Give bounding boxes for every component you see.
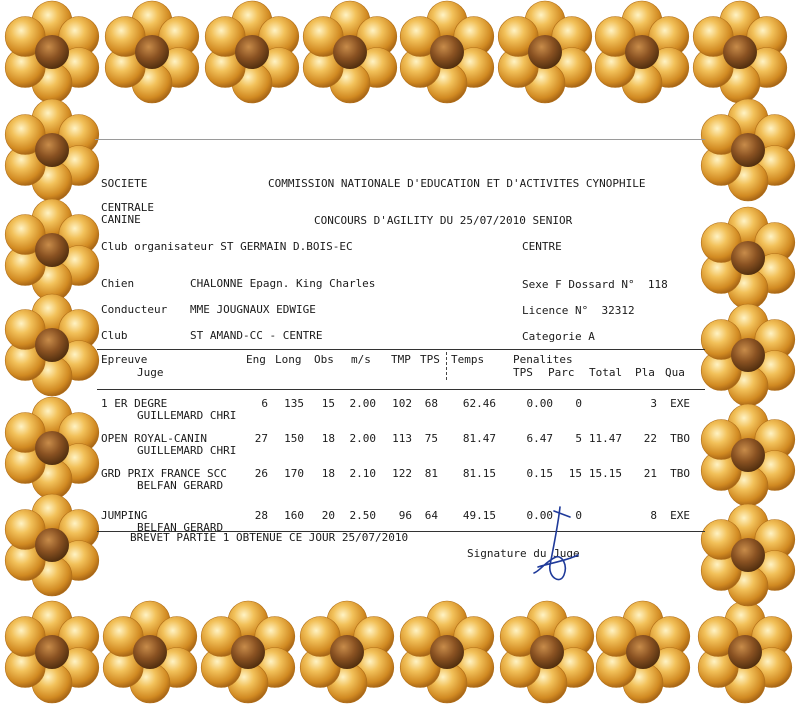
col-long: Long xyxy=(275,353,302,366)
row-long: 150 xyxy=(284,432,304,445)
row-epreuve: OPEN ROYAL-CANIN xyxy=(101,432,207,445)
row-tmp: 96 xyxy=(398,509,412,522)
row-epreuve: JUMPING xyxy=(101,509,148,522)
row-ms: 2.00 xyxy=(349,432,376,445)
judge-signature-scribble xyxy=(530,505,580,595)
row-long: 135 xyxy=(284,397,304,410)
top-rule xyxy=(95,139,705,140)
row-long: 160 xyxy=(284,509,304,522)
row-tmp: 122 xyxy=(392,467,412,480)
row-juge: BELFAN GERARD xyxy=(137,521,224,534)
row-eng: 28 xyxy=(254,509,268,522)
row-temps: 81.47 xyxy=(462,432,496,445)
table-row xyxy=(0,468,800,498)
row-total: 11.47 xyxy=(588,432,622,445)
row-obs: 18 xyxy=(321,467,335,480)
row-pla: 8 xyxy=(650,509,657,522)
row-pen-tps: 6.47 xyxy=(526,432,553,445)
club-label: Club xyxy=(101,329,128,342)
row-obs: 15 xyxy=(321,397,335,410)
row-obs: 20 xyxy=(321,509,335,522)
row-parc: 5 xyxy=(575,432,582,445)
row-tps: 81 xyxy=(424,467,438,480)
row-temps: 49.15 xyxy=(462,509,496,522)
row-pla: 3 xyxy=(650,397,657,410)
club-value: ST AMAND-CC - CENTRE xyxy=(190,329,323,342)
table-header-bottom-rule xyxy=(97,389,705,390)
col-parc: Parc xyxy=(548,366,575,379)
licence-number: Licence N° 32312 xyxy=(522,304,635,317)
row-ms: 2.50 xyxy=(349,509,376,522)
conducteur-label: Conducteur xyxy=(101,303,168,316)
table-row xyxy=(0,433,800,463)
row-epreuve: GRD PRIX FRANCE SCC xyxy=(101,467,227,480)
chien-label: Chien xyxy=(101,277,135,290)
row-pen-tps: 0.15 xyxy=(526,467,553,480)
col-eng: Eng xyxy=(246,353,266,366)
row-pla: 21 xyxy=(643,467,657,480)
row-tps: 64 xyxy=(424,509,438,522)
col-penalites: Penalites xyxy=(513,353,573,366)
col-juge: Juge xyxy=(137,366,164,379)
chien-value: CHALONNE Epagn. King Charles xyxy=(190,277,376,290)
concours-title: CONCOURS D'AGILITY DU 25/07/2010 SENIOR xyxy=(314,214,573,227)
sexe-dossard: Sexe F Dossard N° 118 xyxy=(522,278,668,291)
row-eng: 27 xyxy=(254,432,268,445)
col-pen-tps: TPS xyxy=(513,366,533,379)
row-qua: EXE xyxy=(670,397,690,410)
row-ms: 2.00 xyxy=(349,397,376,410)
row-tmp: 113 xyxy=(392,432,412,445)
row-tmp: 102 xyxy=(392,397,412,410)
row-qua: TBO xyxy=(670,432,690,445)
row-eng: 26 xyxy=(254,467,268,480)
table-row xyxy=(0,398,800,428)
table-header-top-rule xyxy=(97,349,705,350)
row-juge: BELFAN GERARD xyxy=(137,479,224,492)
row-parc: 15 xyxy=(568,467,582,480)
row-ms: 2.10 xyxy=(349,467,376,480)
row-parc: 0 xyxy=(575,509,582,522)
row-pen-tps: 0.00 xyxy=(526,397,553,410)
col-tmp: TMP xyxy=(391,353,411,366)
col-temps: Temps xyxy=(451,353,485,366)
row-juge: GUILLEMARD CHRI xyxy=(137,409,237,422)
commission-title: COMMISSION NATIONALE D'EDUCATION ET D'ACTIVITES CYNOPHILE xyxy=(268,177,646,190)
row-temps: 81.15 xyxy=(462,467,496,480)
club-organisateur: Club organisateur ST GERMAIN D.BOIS-EC xyxy=(101,240,353,253)
row-long: 170 xyxy=(284,467,304,480)
row-qua: TBO xyxy=(670,467,690,480)
societe-label: SOCIETE xyxy=(101,177,148,190)
conducteur-value: MME JOUGNAUX EDWIGE xyxy=(190,303,316,316)
col-qua: Qua xyxy=(665,366,685,379)
col-obs: Obs xyxy=(314,353,334,366)
row-eng: 6 xyxy=(261,397,268,410)
row-obs: 18 xyxy=(321,432,335,445)
col-separator xyxy=(446,352,447,380)
row-temps: 62.46 xyxy=(462,397,496,410)
col-tps: TPS xyxy=(420,353,440,366)
row-pen-tps: 0.00 xyxy=(526,509,553,522)
row-juge: GUILLEMARD CHRI xyxy=(137,444,237,457)
col-epreuve: Epreuve xyxy=(101,353,148,366)
col-total: Total xyxy=(589,366,623,379)
row-qua: EXE xyxy=(670,509,690,522)
centrale-label: CENTRALE xyxy=(101,201,154,214)
signature-label: Signature du Juge xyxy=(467,547,580,560)
categorie-label: Categorie A xyxy=(522,330,595,343)
row-total: 15.15 xyxy=(588,467,622,480)
row-tps: 75 xyxy=(424,432,438,445)
row-parc: 0 xyxy=(575,397,582,410)
region-label: CENTRE xyxy=(522,240,562,253)
brevet-statement: BREVET PARTIE 1 OBTENUE CE JOUR 25/07/2010 xyxy=(130,531,409,544)
col-pla: Pla xyxy=(635,366,655,379)
row-epreuve: 1 ER DEGRE xyxy=(101,397,168,410)
row-pla: 22 xyxy=(643,432,657,445)
col-ms: m/s xyxy=(351,353,371,366)
row-tps: 68 xyxy=(424,397,438,410)
canine-label: CANINE xyxy=(101,213,141,226)
